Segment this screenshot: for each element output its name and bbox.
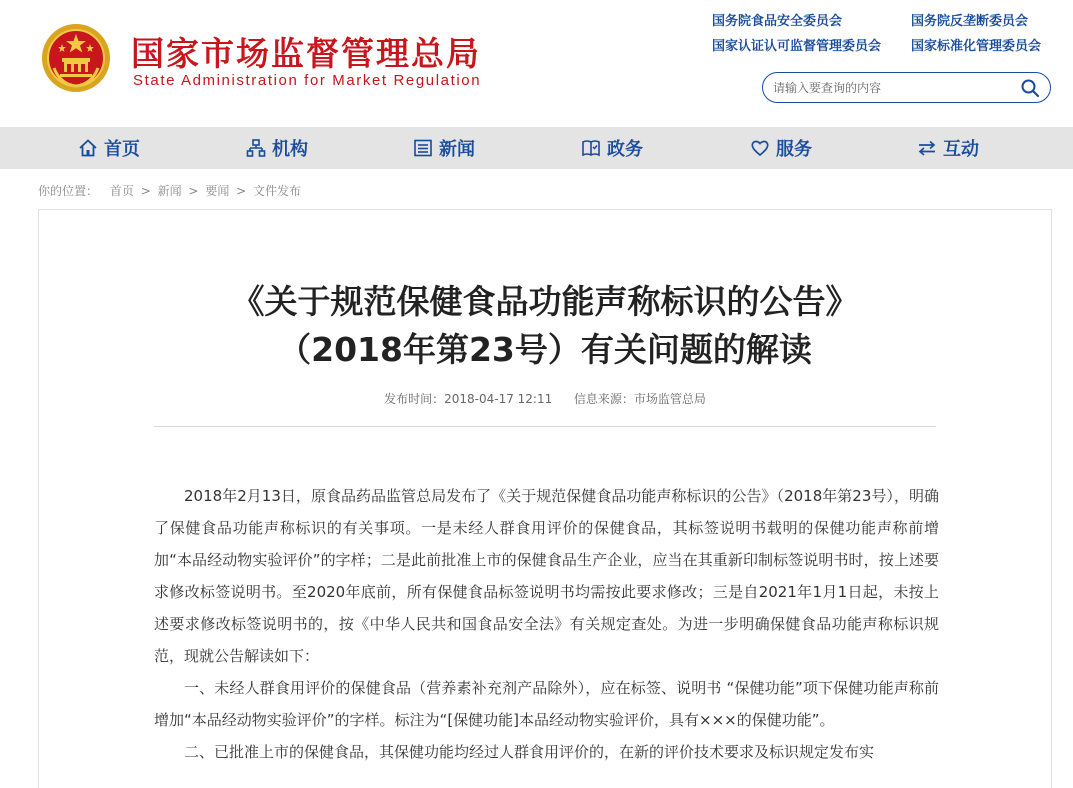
breadcrumb-documents[interactable]: 文件发布 <box>253 184 302 198</box>
main-nav <box>0 127 1073 169</box>
search-box <box>762 72 1051 103</box>
affairs-icon <box>581 138 601 158</box>
site-name-english: State Administration for Market Regulation <box>133 72 482 89</box>
nav-label-news: 新闻 <box>439 139 475 160</box>
breadcrumb-headlines[interactable]: 要闻 <box>205 184 230 198</box>
article-title-line1: 《关于规范保健食品功能声称标识的公告》 <box>231 282 859 321</box>
breadcrumb-separator: > <box>236 184 247 198</box>
link-standardization-committee[interactable]: 国家标准化管理委员会 <box>911 39 1042 54</box>
source-label: 信息来源： <box>573 392 634 406</box>
link-food-safety-committee[interactable]: 国务院食品安全委员会 <box>712 14 843 29</box>
breadcrumb-separator: > <box>140 184 151 198</box>
nav-label-affairs: 政务 <box>607 139 643 160</box>
publish-time-label: 发布时间： <box>384 392 445 406</box>
site-header <box>0 0 1073 127</box>
home-icon <box>78 138 98 158</box>
search-icon[interactable] <box>1020 78 1040 98</box>
search-input[interactable] <box>773 79 1013 97</box>
nav-item-organization[interactable] <box>246 127 308 169</box>
article-container <box>38 209 1052 788</box>
nav-item-home[interactable] <box>78 127 140 169</box>
related-committees-links <box>712 10 1057 54</box>
link-anti-monopoly-committee[interactable]: 国务院反垄断委员会 <box>911 14 1029 29</box>
breadcrumb-news[interactable]: 新闻 <box>157 184 182 198</box>
org-icon <box>246 138 266 158</box>
paragraph: 一、未经人群食用评价的保健食品（营养素补充剂产品除外），应在标签、说明书 “保健功能”项下保健功能声称前增加“本品经动物实验评价”的字样。标注为“[保健功能]本品经动物实验评价，具有×××的保健功能”。 <box>154 679 939 729</box>
nav-label-interaction: 互动 <box>943 139 979 160</box>
paragraph: 2018年2月13日，原食品药品监管总局发布了《关于规范保健食品功能声称标识的公告》（2018年第23号），明确了保健食品功能声称标识的有关事项。一是未经人群食用评价的保健食品，其标签说明书载明的保健功能声称前增加“本品经动物实验评价”的字样；二是此前批准上市的保健食品生产企业，应当在其重新印制标签说明书时，按上述要求修改标签说明书。至2020年底前，所有保健食品标签说明书均需按此要求修改；三是自2021年1月1日起，未按上述要求修改标签说明书的，按《中华人民共和国食品安全法》有关规定查处。为进一步明确保健食品功能声称标识规范，现就公告解读如下： <box>154 487 939 665</box>
article-meta <box>39 390 1051 407</box>
breadcrumb-prefix: 你的位置： <box>38 184 99 198</box>
nav-item-affairs[interactable] <box>581 127 643 169</box>
link-certification-committee[interactable]: 国家认证认可监督管理委员会 <box>712 39 882 54</box>
article-body <box>154 480 939 768</box>
breadcrumb-separator: > <box>188 184 199 198</box>
breadcrumb-home[interactable]: 首页 <box>109 184 134 198</box>
article-title-line2: （2018年第23号）有关问题的解读 <box>278 330 812 369</box>
paragraph: 二、已批准上市的保健食品，其保健功能均经过人群食用评价的，在新的评价技术要求及标识规定发布实 <box>184 743 875 761</box>
exchange-icon <box>917 138 937 158</box>
news-icon <box>413 138 433 158</box>
nav-label-service: 服务 <box>776 139 812 160</box>
nav-label-organization: 机构 <box>272 139 308 160</box>
title-divider <box>154 426 936 427</box>
national-emblem-logo[interactable] <box>40 22 112 94</box>
heart-icon <box>750 138 770 158</box>
nav-item-service[interactable] <box>750 127 812 169</box>
article-title <box>39 278 1051 374</box>
source: 市场监管总局 <box>633 392 706 406</box>
nav-item-news[interactable] <box>413 127 475 169</box>
nav-label-home: 首页 <box>104 139 140 160</box>
site-name[interactable]: 国家市场监督管理总局 <box>131 34 481 73</box>
nav-item-interaction[interactable] <box>917 127 979 169</box>
publish-time: 2018-04-17 12:11 <box>444 392 553 406</box>
breadcrumb <box>38 182 301 199</box>
